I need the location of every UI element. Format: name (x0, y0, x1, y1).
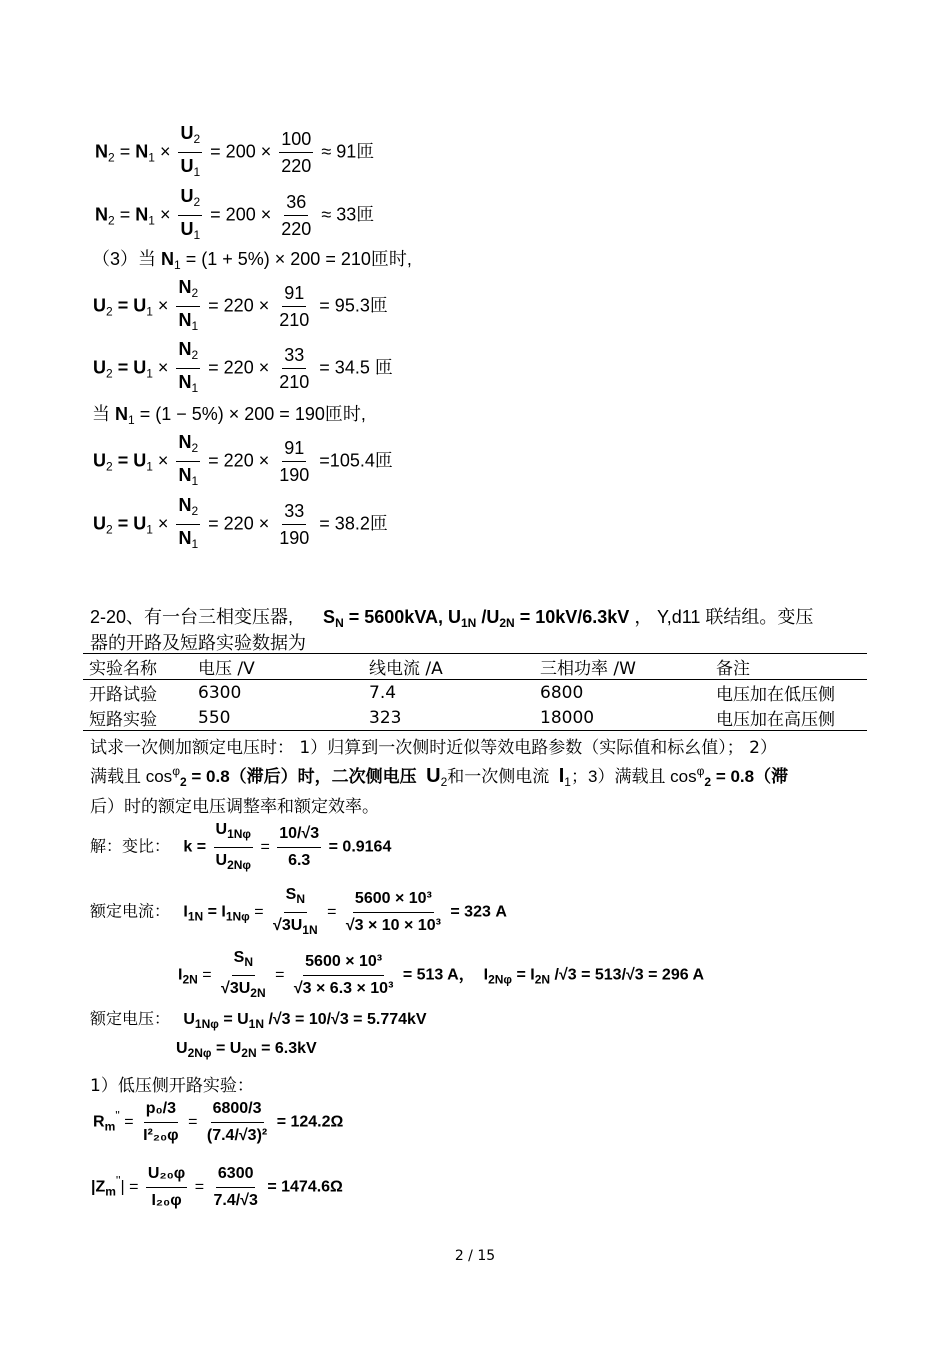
table-cell: 电压加在高压侧 (716, 710, 835, 730)
solution-rated-voltage-1n: 额定电压： $U_{1N\varphi} = U_{1N}$ /√3 = 10/√3 = 5.774kV (90, 1011, 427, 1031)
equation-u2-95: $U_2 = U_1$ × $\frac{N_2}{N_1}$ = 220 × $\frac{91}{210}$ = 95.3匝 (93, 277, 388, 333)
table-cell: 短路实验 (89, 710, 157, 730)
header-voltage: 电压 /V (198, 659, 255, 679)
table-cell: 开路试验 (89, 685, 157, 705)
table-cell: 18000 (540, 707, 595, 728)
table-header-row (83, 654, 867, 680)
table-cell: 323 (369, 707, 402, 728)
condition-minus-5: 当 $N_1 = (1 - 5\%) \times 200 = 190$匝时, (92, 404, 366, 427)
solution-zm: $|Z_m''|$ = $\frac{\text{U₂₀φ}}{\text{I₂₀φ}}$ = $\frac{6300}{7.4/√3}$ = 1474.6Ω (91, 1165, 343, 1209)
header-remarks: 备注 (716, 659, 750, 679)
open-circuit-heading: 1）低压侧开路实验： (90, 1076, 254, 1096)
solution-rated-voltage-2n: $U_{2N\varphi} = U_{2N} = 6.3kV$ (176, 1040, 317, 1060)
experiment-data-table (83, 653, 867, 731)
table-row (83, 680, 867, 706)
solution-ratio: 解：变比： k = $\frac{U_{1N\varphi}}{U_{2N\varphi}}$ = $\frac{10/√3}{6.3}$ = 0.9164 (90, 821, 392, 872)
equation-n2-36: $N_2 = N_1$ × $\frac{U_2}{U_1}$ = 200 × $\frac{36}{220}$ ≈ 33匝 (95, 186, 375, 242)
problem-statement-line-2: 器的开路及短路实验数据为 (90, 633, 306, 654)
table-cell: 电压加在低压侧 (716, 685, 835, 705)
table-row (83, 705, 867, 731)
solution-rm: $R_m''$ = $\frac{\text{p₀/3}}{\text{I²₂₀φ}}$ = $\frac{6800/3}{\text{(7.4/√3)²}}$ = 124.2Ω (93, 1100, 344, 1144)
problem-statement-line-1: 2-20、有一台三相变压器, $S_N = 5600kVA$, $U_{1N}$ $/U_{2N} = 10kV/6.3kV$ ， Y,d11 联结组。变压 (90, 607, 814, 630)
table-cell: 6800 (540, 682, 584, 703)
equation-u2-105: $U_2 = U_1$ × $\frac{N_2}{N_1}$ = 220 × $\frac{91}{190}$ =105.4匝 (93, 432, 393, 488)
equation-u2-38: $U_2 = U_1$ × $\frac{N_2}{N_1}$ = 220 × $\frac{33}{190}$ = 38.2匝 (93, 495, 388, 551)
question-line-1: 试求一次侧加额定电压时： 1）归算到一次侧时近似等效电路参数（实际值和标幺值）； 2） (90, 738, 777, 758)
header-experiment-name: 实验名称 (89, 659, 157, 679)
page-number: 2 / 15 (454, 1248, 496, 1264)
solution-rated-current-1n: 额定电流： $I_{1N} = I_{1N\varphi}$ = $\frac{S_N}{√3U_{1N}}$ = $\frac{\text{5600 × 10³}}{\text{√3 × 10 × 10³}}$ = 323 A (90, 886, 507, 937)
solution-rated-current-2n: $I_{2N}$ = $\frac{S_N}{√3U_{2N}}$ = $\frac{\text{5600 × 10³}}{\text{√3 × 6.3 × 10³}}$ = 513 A， $I_{2N\varphi} = I_{2N}$ /√3 = 513/√3 = 296 A (178, 949, 705, 1000)
header-three-phase-power: 三相功率 /W (540, 659, 636, 679)
table-cell: 550 (198, 707, 231, 728)
table-cell: 6300 (198, 682, 242, 703)
table-cell: 7.4 (369, 682, 397, 703)
condition-plus-5: （3）当 $N_1 = (1 + 5\%) \times 200 = 210$匝时, (92, 249, 412, 272)
equation-u2-34: $U_2 = U_1$ × $\frac{N_2}{N_1}$ = 220 × $\frac{33}{210}$ = 34.5 匝 (93, 339, 393, 395)
question-line-3: 后）时的额定电压调整率和额定效率。 (90, 797, 379, 817)
header-line-current: 线电流 /A (369, 659, 443, 679)
question-line-2: 满载且 $\cos^\varphi_2 = 0.8$（滞后）时，二次侧电压 $U_2$和一次侧电流 $I_1$；3）满载且 $\cos^\varphi_2 = 0.8$（滞 (90, 764, 789, 789)
equation-n2-100: $N_2 = N_1$ × $\frac{U_2}{U_1}$ = 200 × $\frac{100}{220}$ ≈ 91匝 (95, 123, 375, 179)
